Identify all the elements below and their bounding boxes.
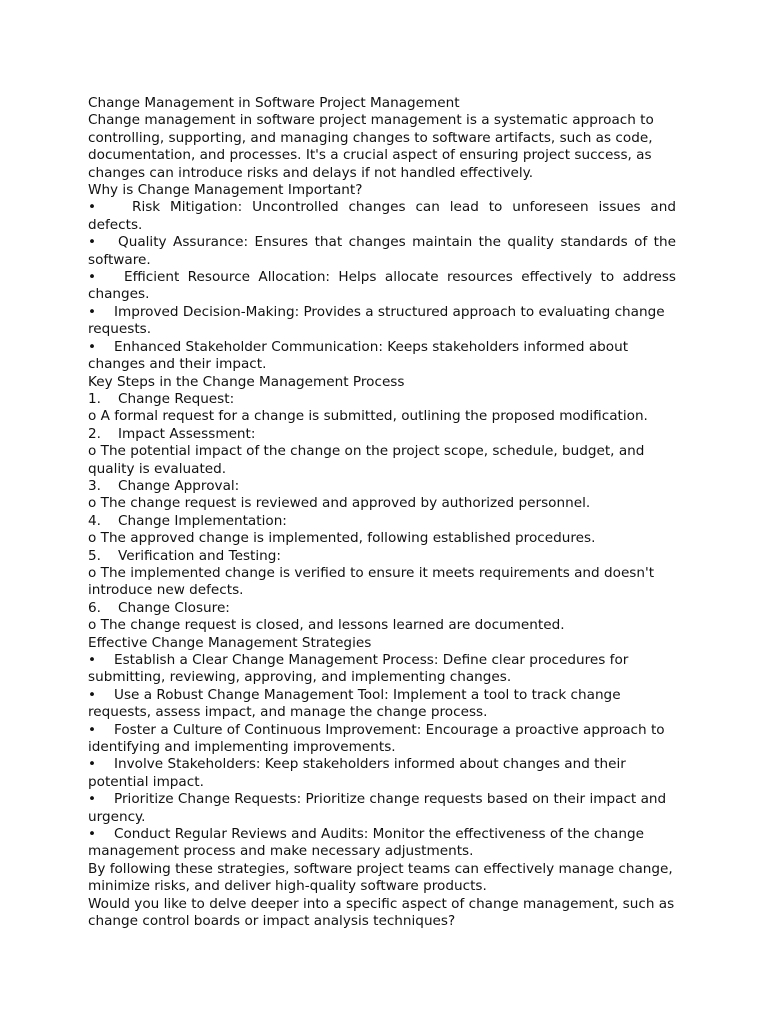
bullet-icon: • (88, 303, 97, 320)
strategy-item (88, 687, 676, 722)
step-detail: o The change request is reviewed and approved by authorized personnel. (88, 495, 591, 512)
bullet-icon: • (88, 826, 97, 843)
step-name: Change Request: (118, 390, 235, 407)
bullet-icon: • (88, 269, 97, 286)
strategy-item (88, 652, 676, 687)
step-detail: o The approved change is implemented, following established procedures. (88, 530, 596, 547)
step-detail: o The change request is closed, and lessons learned are documented. (88, 617, 565, 634)
strategies-heading: Effective Change Management Strategies (88, 634, 372, 651)
why-item-text: Risk Mitigation: Uncontrolled changes can lead to unforeseen issues and defects. (88, 199, 676, 233)
step-name: Change Implementation: (118, 512, 287, 529)
closing-paragraph: By following these strategies, software project teams can effectively manage change, minimize risks, and deliver high-quality software products. (88, 860, 673, 895)
strategy-item (88, 791, 676, 826)
strategy-text: Involve Stakeholders: Keep stakeholders informed about changes and their potential impact. (88, 756, 626, 790)
why-item-quality (88, 234, 676, 269)
step-name-row (88, 513, 676, 530)
bullet-icon: • (88, 756, 97, 773)
why-item-text: Improved Decision-Making: Provides a structured approach to evaluating change requests. (88, 303, 665, 338)
why-heading: Why is Change Management Important? (88, 182, 363, 199)
strategy-text: Conduct Regular Reviews and Audits: Monitor the effectiveness of the change management process and make necessary adjustments. (88, 826, 644, 860)
step-name-row (88, 600, 676, 617)
step-number: 5. (88, 547, 101, 564)
step-detail: o A formal request for a change is submitted, outlining the proposed modification. (88, 408, 648, 425)
step-name: Change Approval: (118, 477, 240, 494)
intro-paragraph: Change management in software project management is a systematic approach to controlling, supporting, and managing changes to software artifacts, such as code, documentation, and processes. It's a crucial aspect of ensuring project success, as changes can introduce risks and delays if not handled effectively. (88, 112, 654, 181)
document-page (88, 95, 676, 931)
step-name-row (88, 478, 676, 495)
step-number: 1. (88, 390, 101, 407)
why-item-decision (88, 304, 676, 339)
why-item-stakeholder (88, 339, 676, 374)
strategy-item (88, 826, 676, 861)
follow-up-question: Would you like to delve deeper into a specific aspect of change management, such as change control boards or impact analysis techniques? (88, 895, 675, 930)
step-number: 3. (88, 477, 101, 494)
bullet-icon: • (88, 791, 97, 808)
step-name: Change Closure: (118, 599, 230, 616)
step-detail: o The implemented change is verified to ensure it meets requirements and doesn't introduce new defects. (88, 564, 655, 599)
strategy-text: Foster a Culture of Continuous Improvement: Encourage a proactive approach to identifying and implementing improvements. (88, 721, 665, 756)
bullet-icon: • (88, 686, 97, 703)
why-item-text: Efficient Resource Allocation: Helps allocate resources effectively to address changes. (88, 269, 676, 303)
bullet-icon: • (88, 721, 97, 738)
strategy-text: Use a Robust Change Management Tool: Implement a tool to track change requests, assess impact, and manage the change process. (88, 686, 621, 721)
why-item-resource (88, 269, 676, 304)
step-number: 4. (88, 512, 101, 529)
strategy-item (88, 722, 676, 757)
step-detail: o The potential impact of the change on the project scope, schedule, budget, and quality is evaluated. (88, 443, 645, 477)
bullet-icon: • (88, 234, 97, 251)
why-item-text: Quality Assurance: Ensures that changes maintain the quality standards of the software. (88, 234, 676, 268)
step-name-row (88, 426, 676, 443)
strategy-text: Prioritize Change Requests: Prioritize change requests based on their impact and urgency. (88, 791, 667, 825)
step-name-row (88, 548, 676, 565)
step-number: 2. (88, 425, 101, 442)
bullet-icon: • (88, 338, 97, 355)
step-number: 6. (88, 599, 101, 616)
step-name: Verification and Testing: (118, 547, 281, 564)
strategy-text: Establish a Clear Change Management Process: Define clear procedures for submitting, reviewing, approving, and implementing changes. (88, 652, 629, 686)
step-name-row (88, 391, 676, 408)
bullet-icon: • (88, 199, 97, 216)
strategy-item (88, 756, 676, 791)
why-item-text: Enhanced Stakeholder Communication: Keeps stakeholders informed about changes and their impact. (88, 338, 629, 373)
why-item-risk (88, 199, 676, 234)
bullet-icon: • (88, 652, 97, 668)
steps-heading: Key Steps in the Change Management Process (88, 373, 405, 390)
document-title: Change Management in Software Project Management (88, 95, 460, 111)
step-name: Impact Assessment: (118, 425, 256, 442)
